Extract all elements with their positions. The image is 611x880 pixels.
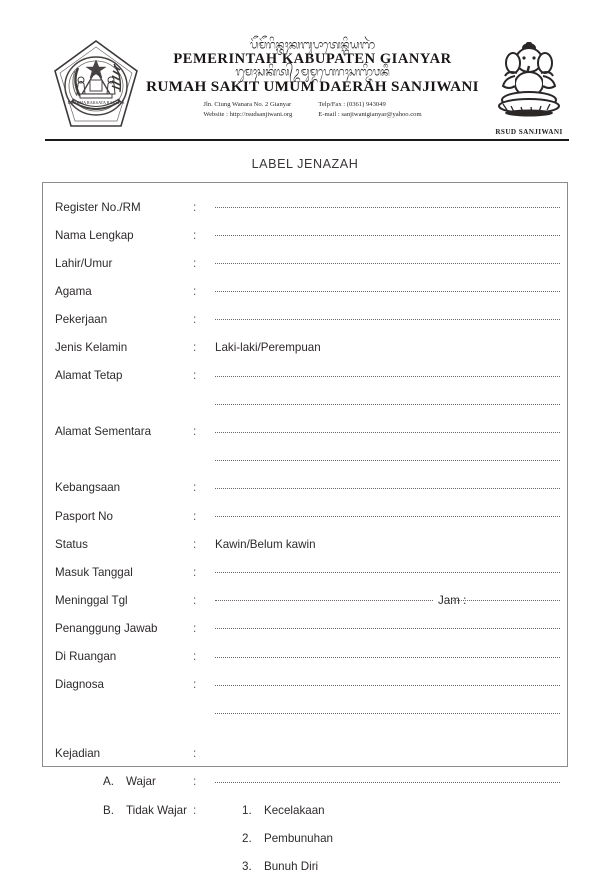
field-row-alamat-sementara: [42, 418, 568, 446]
field-row-alamat-tetap: [42, 362, 568, 390]
pekerjaan-input[interactable]: [215, 319, 560, 320]
website-line: Website : http://rsudsanjiwani.org: [203, 110, 293, 118]
svg-text:DHARMA RAKSATA RAKSITA: DHARMA RAKSATA RAKSITA: [67, 100, 125, 105]
meninggal-tgl-input[interactable]: [215, 600, 433, 601]
option-marker: A.: [103, 775, 114, 789]
pasport-no-input[interactable]: [215, 516, 560, 517]
field-row-meninggal-tgl: [42, 586, 568, 614]
page-title: LABEL JENAZAH: [251, 157, 359, 171]
sub-option-label[interactable]: Bunuh Diri: [264, 859, 319, 873]
field-colon: :: [193, 678, 197, 692]
field-row-lahir-umur: [42, 249, 568, 277]
field-label: Alamat Sementara: [55, 425, 152, 439]
di-ruangan-input[interactable]: [215, 657, 560, 658]
register-no-input[interactable]: [215, 207, 560, 208]
status-options[interactable]: Kawin/Belum kawin: [215, 537, 316, 551]
field-colon: :: [193, 312, 197, 326]
jam-input[interactable]: [445, 600, 560, 601]
penanggung-jawab-input[interactable]: [215, 628, 560, 629]
field-colon: :: [193, 803, 197, 817]
field-label: Pasport No: [55, 509, 113, 523]
ganesha-hospital-logo-icon: [487, 36, 571, 140]
field-label: Register No./RM: [55, 200, 141, 214]
hospital-logo-caption: RSUD SANJIWANI: [495, 128, 563, 136]
field-label: Diagnosa: [55, 678, 104, 692]
field-row-di-ruangan: [42, 643, 568, 671]
masuk-tanggal-input[interactable]: [215, 572, 560, 573]
government-name: PEMERINTAH KABUPATEN GIANYAR: [173, 51, 452, 68]
sub-option-number: 2.: [242, 831, 252, 845]
field-label: Meninggal Tgl: [55, 593, 128, 607]
field-colon: :: [193, 565, 197, 579]
field-row-diagnosa-cont: [42, 699, 568, 727]
contact-block: [140, 100, 485, 119]
field-row-register-no: [42, 193, 568, 221]
diagnosa-input-line-2[interactable]: [215, 713, 560, 714]
field-colon: :: [193, 621, 197, 635]
field-label: Agama: [55, 284, 92, 298]
sub-option-label[interactable]: Pembunuhan: [264, 831, 333, 845]
sub-option-number: 3.: [242, 859, 252, 873]
field-label: Penanggung Jawab: [55, 621, 158, 635]
kejadian-option-wajar[interactable]: [42, 768, 568, 796]
option-label: Wajar: [126, 775, 156, 789]
field-row-diagnosa: [42, 671, 568, 699]
sub-option-number: 1.: [242, 803, 252, 817]
diagnosa-input-line-1[interactable]: [215, 685, 560, 686]
field-label: Di Ruangan: [55, 650, 117, 664]
field-label: Pekerjaan: [55, 312, 108, 326]
field-label: Lahir/Umur: [55, 256, 113, 270]
field-row-pekerjaan: [42, 305, 568, 333]
kejadian-sub-option-bunuh-diri[interactable]: [42, 852, 568, 880]
lahir-umur-input[interactable]: [215, 263, 560, 264]
address-line: Jln. Ciung Wanara No. 2 Gianyar: [203, 101, 292, 109]
option-label: Tidak Wajar: [126, 803, 187, 817]
field-colon: :: [193, 509, 197, 523]
field-colon: :: [193, 200, 197, 214]
wajar-input[interactable]: [215, 782, 560, 783]
field-colon: :: [193, 650, 197, 664]
letterhead: [0, 0, 611, 142]
field-colon: :: [193, 775, 197, 789]
agama-input[interactable]: [215, 291, 560, 292]
section-gap: [42, 727, 568, 740]
kejadian-option-tidak-wajar[interactable]: [42, 796, 568, 824]
kejadian-sub-option-pembunuhan[interactable]: [42, 824, 568, 852]
field-colon: :: [193, 593, 197, 607]
field-colon: :: [193, 369, 197, 383]
field-colon: :: [193, 256, 197, 270]
field-label: Masuk Tanggal: [55, 565, 133, 579]
option-marker: B.: [103, 803, 114, 817]
field-row-alamat-sementara-cont: [42, 446, 568, 474]
field-label: Jenis Kelamin: [55, 341, 128, 355]
balinese-script-line-1: ᬧᭂᬫᭂᬭᬶᬦ᭄ᬢᬄᬓᬩᬸᬧᬵᬢᬾᬦ᭄ᬕᬶᬬᬜᬃ: [250, 38, 375, 52]
kebangsaan-input[interactable]: [215, 488, 560, 489]
field-colon: :: [193, 747, 197, 761]
nama-lengkap-input[interactable]: [215, 235, 560, 236]
jam-label: Jam :: [438, 593, 467, 607]
field-colon: :: [193, 228, 197, 242]
field-row-pasport-no: [42, 502, 568, 530]
field-row-agama: [42, 277, 568, 305]
field-colon: :: [193, 537, 197, 551]
header-divider: [45, 139, 569, 141]
field-label: Nama Lengkap: [55, 228, 134, 242]
balinese-script-line-2: ᬭᬸᬫᬄᬲᬓᬶᬢ᭄ᬉᬫᬸᬫ᭄ᬤᬳᬾᬭᬄᬲᬜ᭄ᬚᬶᬯᬦᬷ: [235, 65, 390, 80]
field-row-status: [42, 530, 568, 558]
field-colon: :: [193, 341, 197, 355]
field-label: Kejadian: [55, 747, 101, 761]
field-row-jenis-kelamin: [42, 333, 568, 361]
field-label: Alamat Tetap: [55, 369, 123, 383]
alamat-sementara-input-line-1[interactable]: [215, 432, 560, 433]
form-body: [42, 182, 568, 873]
telp-fax-line: Telp/Fax : (0361) 943049: [318, 101, 386, 109]
field-row-penanggung-jawab: [42, 614, 568, 642]
jenis-kelamin-options[interactable]: Laki-laki/Perempuan: [215, 341, 321, 355]
field-colon: :: [193, 425, 197, 439]
field-row-nama-lengkap: [42, 221, 568, 249]
field-row-kejadian: [42, 740, 568, 768]
field-colon: :: [193, 284, 197, 298]
gianyar-regency-emblem-icon: [52, 38, 140, 130]
letterhead-text-block: [140, 40, 485, 119]
alamat-tetap-input-line-2[interactable]: [215, 404, 560, 405]
alamat-sementara-input-line-2[interactable]: [215, 460, 560, 461]
field-colon: :: [193, 481, 197, 495]
field-row-alamat-tetap-cont: [42, 390, 568, 418]
hospital-name: RUMAH SAKIT UMUM DAERAH SANJIWANI: [146, 78, 479, 96]
field-row-kebangsaan: [42, 474, 568, 502]
field-label: Status: [55, 537, 88, 551]
sub-option-label[interactable]: Kecelakaan: [264, 803, 325, 817]
field-label: Kebangsaan: [55, 481, 121, 495]
email-line: E-mail : sanjiwanigianyar@yahoo.com: [318, 110, 422, 118]
alamat-tetap-input-line-1[interactable]: [215, 376, 560, 377]
field-row-masuk-tanggal: [42, 558, 568, 586]
